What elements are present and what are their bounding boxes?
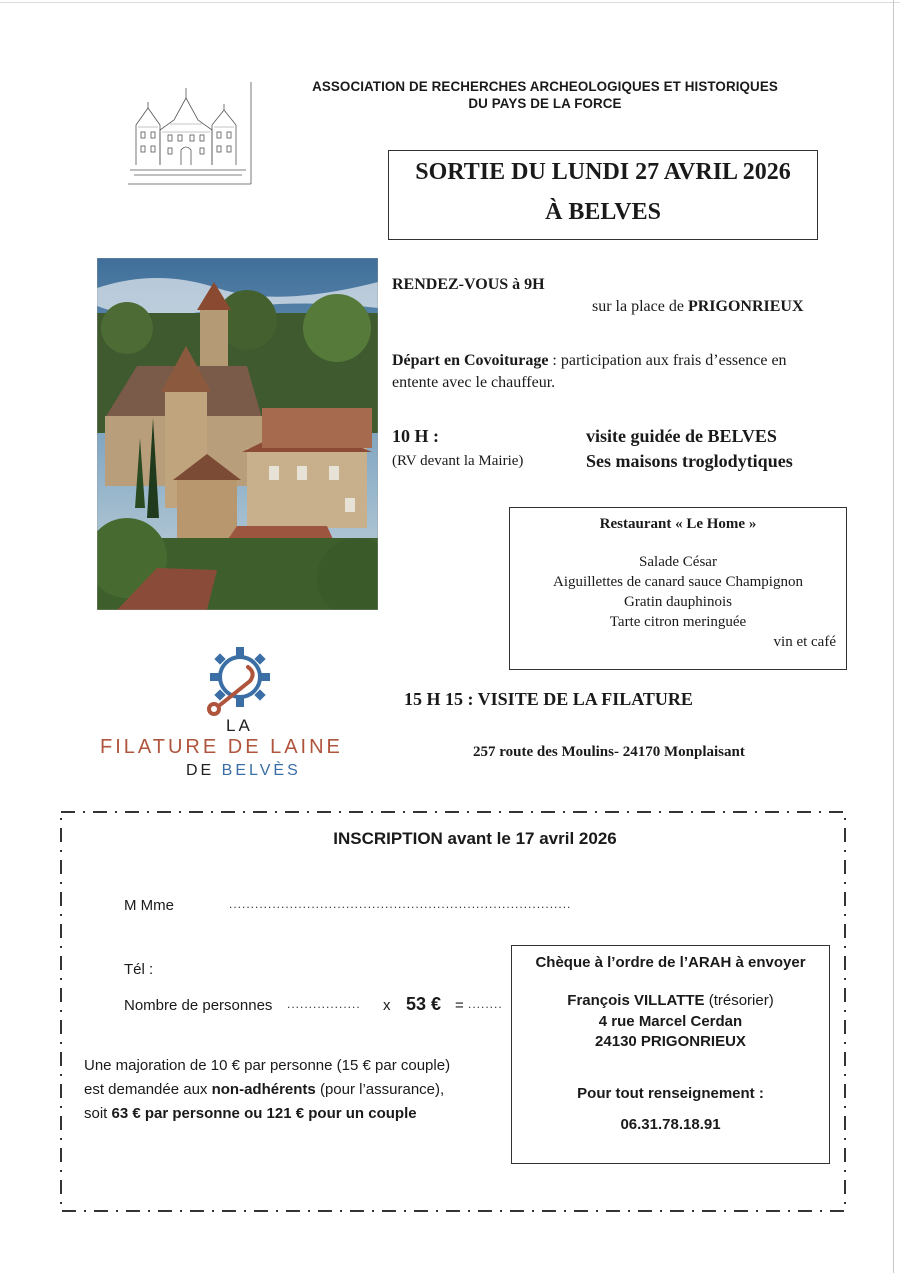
surcharge-suffix: (pour l’assurance),	[315, 1081, 445, 1098]
departure-info	[392, 350, 832, 394]
rendezvous-time: RENDEZ-VOUS à 9H	[392, 276, 545, 293]
rendezvous-place	[592, 298, 804, 316]
treasurer	[512, 992, 829, 1009]
equals-sign: =	[455, 997, 464, 1014]
restaurant-name: Restaurant « Le Home »	[599, 516, 757, 532]
association-name	[280, 78, 810, 112]
price-per-person: 53 €	[406, 994, 442, 1014]
filature-logo-line-2: FILATURE DE LAINE	[100, 736, 343, 758]
persons-label: Nombre de personnes	[124, 997, 273, 1014]
multiply-sign: x	[383, 997, 391, 1014]
surcharge-note-line-2	[84, 1078, 450, 1102]
event-title-date: SORTIE DU LUNDI 27 AVRIL 2026	[415, 159, 791, 185]
payment-box	[511, 945, 830, 1164]
belves-village-photo	[97, 258, 378, 610]
castle-sketch-icon	[126, 80, 254, 186]
rendezvous-place-name: PRIGONRIEUX	[687, 298, 804, 315]
association-line-2: DU PAYS DE LA FORCE	[468, 96, 622, 111]
scan-edge-right	[893, 0, 894, 1273]
departure-text-1: : participation aux frais d’essence en	[548, 352, 787, 369]
name-label: M Mme	[124, 897, 174, 914]
filature-visit-title: 15 H 15 : VISITE DE LA FILATURE	[404, 689, 693, 709]
treasurer-name: François VILLATTE	[567, 992, 705, 1009]
visit-time: 10 H :	[392, 426, 439, 446]
filature-address: 257 route des Moulins- 24170 Monplaisant	[473, 744, 745, 760]
scan-edge-top	[0, 2, 900, 3]
treasurer-street: 4 rue Marcel Cerdan	[598, 1013, 743, 1030]
departure-label: Départ en Covoiturage	[392, 352, 549, 369]
departure-text-2: entente avec le chauffeur.	[392, 374, 556, 391]
surcharge-line3-prefix: soit	[84, 1105, 112, 1122]
total-field[interactable]: ........	[468, 997, 503, 1011]
surcharge-note-line-1: Une majoration de 10 € par personne (15 € par couple)	[84, 1057, 451, 1074]
filature-logo-line-3	[186, 762, 301, 780]
visit-subtitle: Ses maisons troglodytiques	[586, 451, 793, 471]
event-title-box	[388, 150, 818, 240]
rendezvous-place-prefix: sur la place de	[592, 298, 688, 315]
surcharge-note	[84, 1054, 450, 1126]
surcharge-prefix: est demandée aux	[84, 1081, 212, 1098]
treasurer-city: 24130 PRIGONRIEUX	[595, 1033, 746, 1050]
surcharge-note-line-3	[84, 1102, 450, 1126]
association-line-1: ASSOCIATION DE RECHERCHES ARCHEOLOGIQUES ET HISTORIQUES	[312, 79, 778, 94]
menu-item: Aiguillettes de canard sauce Champignon	[553, 574, 803, 590]
inscription-title: INSCRIPTION avant le 17 avril 2026	[333, 829, 617, 848]
visit-title: visite guidée de BELVES	[586, 426, 777, 446]
filature-logo-belves: BELVÈS	[221, 762, 301, 779]
treasurer-role: (trésorier)	[704, 992, 774, 1009]
info-label: Pour tout renseignement :	[577, 1085, 764, 1102]
restaurant-menu-box	[509, 507, 847, 670]
menu-item: Tarte citron meringuée	[609, 614, 747, 630]
non-member-prices: 63 € par personne ou 121 € pour un couple	[111, 1105, 417, 1122]
phone-label: Tél :	[124, 961, 154, 978]
menu-item: Salade César	[639, 554, 717, 570]
gear-wrench-icon	[198, 645, 278, 717]
filature-logo-line-1: LA	[226, 716, 253, 735]
persons-field[interactable]: .................	[287, 997, 361, 1011]
info-phone[interactable]: 06.31.78.18.91	[620, 1116, 721, 1133]
non-members-label: non-adhérents	[211, 1081, 316, 1098]
menu-drinks: vin et café	[773, 634, 836, 650]
cheque-instructions: Chèque à l’ordre de l’ARAH à envoyer	[535, 954, 806, 971]
event-title-place: À BELVES	[545, 199, 661, 225]
filature-logo-prefix: DE	[186, 762, 222, 779]
name-field[interactable]: ...............................................................................	[229, 897, 572, 911]
visit-meeting-point: (RV devant la Mairie)	[392, 453, 524, 469]
menu-item: Gratin dauphinois	[624, 594, 732, 610]
